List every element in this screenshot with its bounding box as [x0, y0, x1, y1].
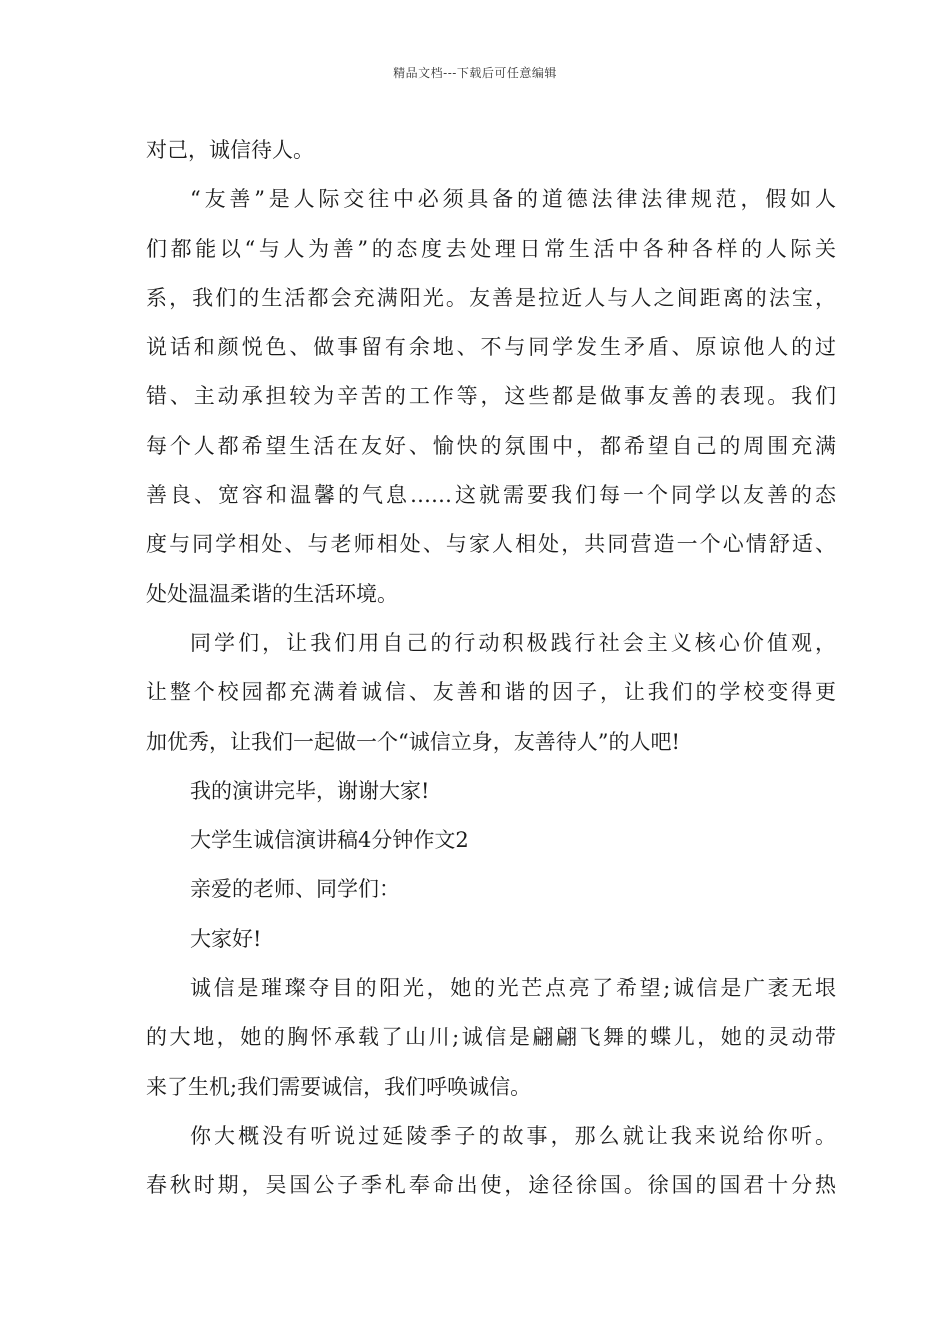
text-line-3: 们都能以“与人为善”的态度去处理日常生活中各种各样的人际关: [146, 236, 836, 261]
text-line-20: 来了生机;我们需要诚信，我们呼唤诚信。: [146, 1074, 532, 1099]
text-line-5: 说话和颜悦色、做事留有余地、不与同学发生矛盾、原谅他人的过: [146, 335, 836, 360]
text-line-13: 加优秀，让我们一起做一个“诚信立身，友善待人”的人吧!: [146, 729, 680, 754]
text-line-19: 的大地，她的胸怀承载了山川;诚信是翩翩飞舞的蝶儿，她的灵动带: [146, 1025, 836, 1050]
salutation: 亲爱的老师、同学们：: [190, 877, 400, 902]
text-line-14: 我的演讲完毕，谢谢大家!: [190, 778, 430, 803]
document-body: [146, 126, 836, 1211]
page-header: 精品文档---下载后可任意编辑: [393, 66, 557, 80]
text-line-1: 对己，诚信待人。: [146, 138, 314, 162]
section-title: 大学生诚信演讲稿4分钟作文2: [190, 828, 469, 853]
text-line-7: 每个人都希望生活在友好、愉快的氛围中，都希望自己的周围充满: [146, 433, 836, 458]
text-line-10: 处处温温柔谐的生活环境。: [146, 581, 398, 606]
text-line-4: 系，我们的生活都会充满阳光。友善是拉近人与人之间距离的法宝，: [146, 285, 836, 310]
text-line-11: 同学们，让我们用自己的行动积极践行社会主义核心价值观，: [190, 630, 836, 655]
text-line-22: 春秋时期，吴国公子季札奉命出使，途径徐国。徐国的国君十分热: [146, 1173, 836, 1198]
text-line-18: 诚信是璀璨夺目的阳光，她的光芒点亮了希望;诚信是广袤无垠: [190, 976, 836, 1001]
text-line-2: “友善”是人际交往中必须具备的道德法律法律规范，假如人: [190, 187, 836, 212]
text-line-12: 让整个校园都充满着诚信、友善和谐的因子，让我们的学校变得更: [146, 680, 836, 705]
text-line-21: 你大概没有听说过延陵季子的故事，那么就让我来说给你听。: [190, 1123, 836, 1148]
text-line-9: 度与同学相处、与老师相处、与家人相处，共同营造一个心情舒适、: [146, 532, 836, 557]
text-line-8: 善良、宽容和温馨的气息……这就需要我们每一个同学以友善的态: [146, 483, 836, 508]
greeting: 大家好!: [190, 926, 262, 951]
text-line-6: 错、主动承担较为辛苦的工作等，这些都是做事友善的表现。我们: [146, 384, 836, 409]
